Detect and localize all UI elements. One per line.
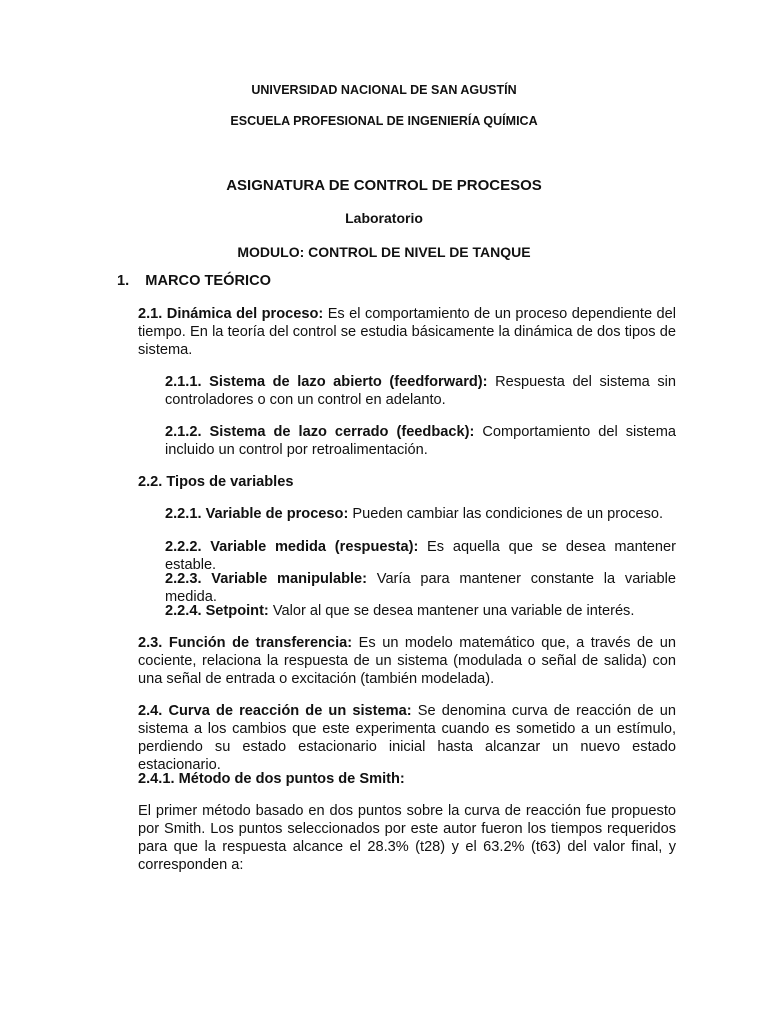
document-type: Laboratorio <box>345 210 423 226</box>
para-2-2-4-label: 2.2.4. Setpoint: <box>165 603 269 619</box>
para-2-2-2-label: 2.2.2. Variable medida (respuesta): <box>165 539 419 555</box>
para-2-2-1-text: Pueden cambiar las condiciones de un proceso. <box>348 506 664 522</box>
section-1-title: MARCO TEÓRICO <box>145 273 271 289</box>
para-2-2-1-label: 2.2.1. Variable de proceso: <box>165 506 349 522</box>
para-2-2-4 <box>165 602 676 620</box>
para-2-3-text: Es un modelo matemático que, a través de un cociente, relaciona la respuesta de un sistema (modulada o señal de salida) con una señal de entrada o excitación (también modelada). <box>138 635 676 687</box>
para-2-2-3-label: 2.2.3. Variable manipulable: <box>165 571 368 587</box>
para-2-1-2-label: 2.1.2. Sistema de lazo cerrado (feedback): <box>165 424 475 440</box>
para-2-1-2 <box>165 423 676 459</box>
section-1-number: 1. <box>117 273 130 289</box>
para-2-4-1-label: 2.4.1. Método de dos puntos de Smith: <box>138 771 405 787</box>
para-2-4-1 <box>138 770 676 788</box>
course-title: ASIGNATURA DE CONTROL DE PROCESOS <box>226 177 542 194</box>
para-2-1-2-text: Comportamiento del sistema incluido un control por retroalimentación. <box>165 424 676 458</box>
smith-paragraph: El primer método basado en dos puntos sobre la curva de reacción fue propuesto por Smith. Los puntos seleccionados por este autor fueron los tiempos requeridos para que la respuesta alcance el 28.3% (t28) y el 63.2% (t63) del valor final, y corresponden a: <box>138 803 676 873</box>
para-2-2-1 <box>165 505 676 523</box>
school-name: ESCUELA PROFESIONAL DE INGENIERÍA QUÍMICA <box>230 114 538 128</box>
para-2-2-3-text: Varía para mantener constante la variable medida. <box>165 571 676 605</box>
module-title: MODULO: CONTROL DE NIVEL DE TANQUE <box>237 244 531 260</box>
university-name: UNIVERSIDAD NACIONAL DE SAN AGUSTÍN <box>251 83 517 97</box>
para-2-2-label: 2.2. Tipos de variables <box>138 474 294 490</box>
para-2-1-1-text: Respuesta del sistema sin controladores o con un control en adelanto. <box>165 374 676 408</box>
para-2-1-text: Es el comportamiento de un proceso dependiente del tiempo. En la teoría del control se estudia básicamente la dinámica de dos tipos de sistema. <box>138 306 676 358</box>
section-1-heading <box>117 273 271 289</box>
para-2-1-1-label: 2.1.1. Sistema de lazo abierto (feedforward): <box>165 374 488 390</box>
para-2-1 <box>138 305 676 359</box>
para-2-2-2-text: Es aquella que se desea mantener estable. <box>165 539 677 573</box>
para-2-1-label: 2.1. Dinámica del proceso: <box>138 306 324 322</box>
para-2-2-2 <box>165 538 676 574</box>
para-2-2-3 <box>165 570 676 606</box>
para-2-4-label: 2.4. Curva de reacción de un sistema: <box>138 703 412 719</box>
para-2-2-4-text: Valor al que se desea mantener una variable de interés. <box>268 603 635 619</box>
para-2-4 <box>138 702 676 774</box>
para-2-4-text: Se denomina curva de reacción de un sistema a los cambios que este experimenta cuando es sometido a un estímulo, perdiendo su estado estacionario inicial hasta alcanzar un nuevo estado estacionario. <box>138 703 676 773</box>
para-2-1-1 <box>165 373 676 409</box>
para-2-2 <box>138 473 676 491</box>
para-2-3 <box>138 634 676 688</box>
para-2-3-label: 2.3. Función de transferencia: <box>138 635 353 651</box>
